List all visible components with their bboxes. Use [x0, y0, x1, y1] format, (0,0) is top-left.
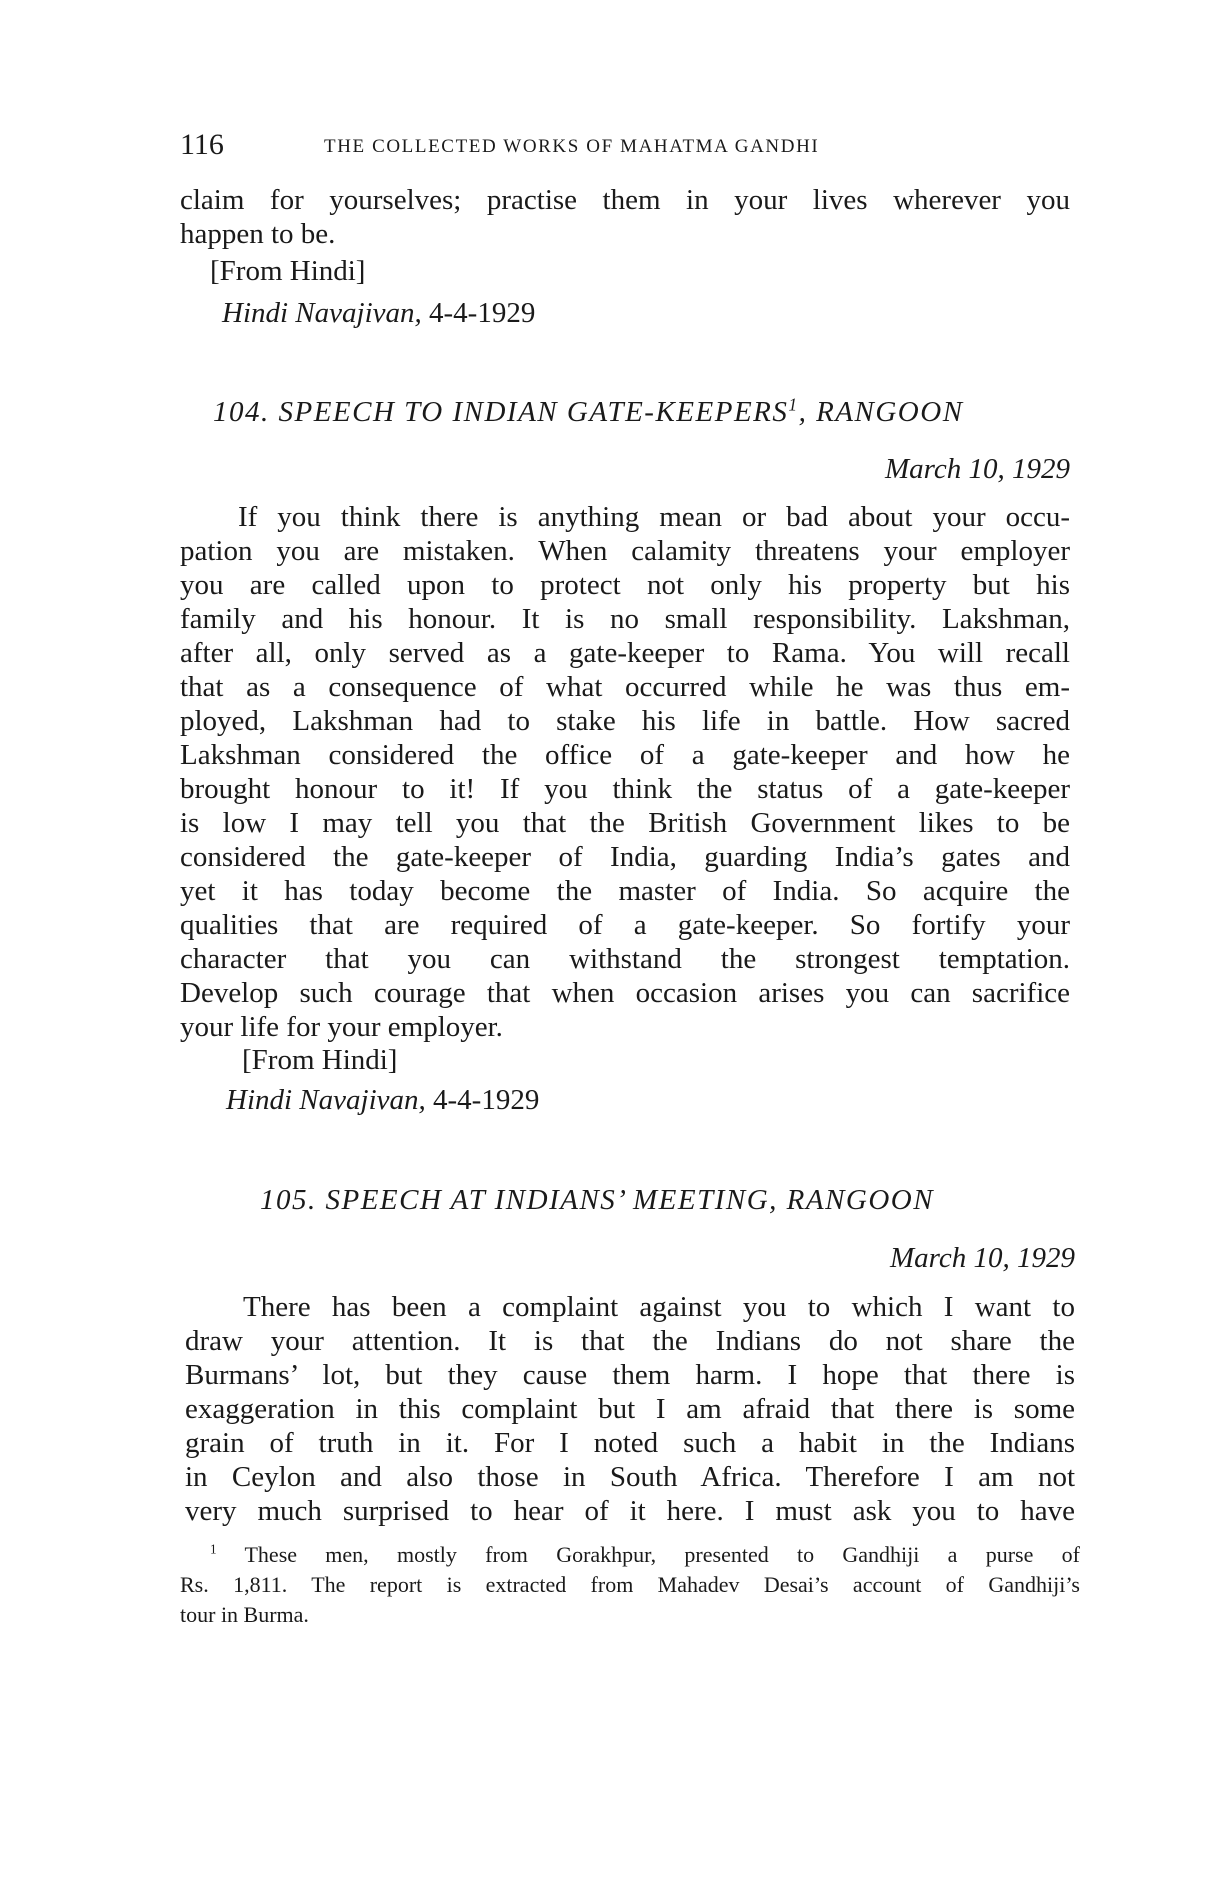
- source-language-note: [From Hindi]: [210, 255, 366, 287]
- text-line: Burmans’ lot, but they cause them harm. I hope that there is: [185, 1359, 1075, 1391]
- text-line: after all, only served as a gate-keeper to Rama. You will recall: [180, 637, 1070, 669]
- source-language-note: [From Hindi]: [242, 1044, 398, 1076]
- footnote-text: These men, mostly from Gorakhpur, presented to Gandhiji a purse of: [216, 1542, 1080, 1567]
- source-date: 4-4-1929: [421, 297, 536, 329]
- footnote-line: [180, 1540, 1080, 1570]
- text-line: Lakshman considered the office of a gate-keeper and how he: [180, 739, 1070, 771]
- section-heading-105: [260, 1184, 934, 1217]
- footnote-mark: 1: [210, 1541, 217, 1557]
- text-line: that as a consequence of what occurred while he was thus em-: [180, 671, 1070, 703]
- text-line: If you think there is anything mean or bad about your occu-: [238, 501, 1070, 533]
- text-line: your life for your employer.: [180, 1011, 503, 1043]
- section-number: 105.: [260, 1184, 317, 1216]
- section-104-body: [180, 500, 1070, 1044]
- text-line: family and his honour. It is no small responsibility. Lakshman,: [180, 603, 1070, 635]
- page-number: 116: [180, 128, 224, 161]
- text-line: qualities that are required of a gate-keeper. So fortify your: [180, 909, 1070, 941]
- section-date-105: March 10, 1929: [890, 1242, 1075, 1274]
- text-line: brought honour to it! If you think the status of a gate-keeper: [180, 773, 1070, 805]
- source-publication: Hindi Navajivan,: [226, 1084, 426, 1116]
- source-citation: [222, 296, 535, 330]
- text-line: character that you can withstand the strongest temptation.: [180, 943, 1070, 975]
- section-105-body: [185, 1290, 1075, 1528]
- section-title: SPEECH AT INDIANS’ MEETING, RANGOON: [325, 1184, 935, 1216]
- source-publication: Hindi Navajivan,: [222, 297, 422, 329]
- section-number: 104.: [213, 396, 270, 428]
- text-line: yet it has today become the master of India. So acquire the: [180, 875, 1070, 907]
- text-line: There has been a complaint against you to which I want to: [243, 1291, 1075, 1323]
- continuation-paragraph: [180, 183, 1070, 251]
- text-line: draw your attention. It is that the Indians do not share the: [185, 1325, 1075, 1357]
- text-line: Develop such courage that when occasion arises you can sacrifice: [180, 977, 1070, 1009]
- text-line: very much surprised to hear of it here. I must ask you to have: [185, 1495, 1075, 1527]
- text-line: ployed, Lakshman had to stake his life in battle. How sacred: [180, 705, 1070, 737]
- text-line: in Ceylon and also those in South Africa. Therefore I am not: [185, 1461, 1075, 1493]
- text-line: you are called upon to protect not only his property but his: [180, 569, 1070, 601]
- section-date-104: March 10, 1929: [885, 453, 1070, 485]
- section-heading-104: [213, 396, 964, 429]
- section-title: SPEECH TO INDIAN GATE-KEEPERS: [278, 396, 789, 428]
- footnote-reference: 1: [788, 394, 799, 415]
- page-header: [180, 128, 1070, 168]
- section-title-tail: , RANGOON: [798, 396, 964, 428]
- footnote-line: Rs. 1,811. The report is extracted from Mahadev Desai’s account of Gandhiji’s: [180, 1572, 1080, 1597]
- footnote-line: tour in Burma.: [180, 1602, 309, 1627]
- footnote: [180, 1540, 1080, 1630]
- text-line: exaggeration in this complaint but I am afraid that there is some: [185, 1393, 1075, 1425]
- running-title: THE COLLECTED WORKS OF MAHATMA GANDHI: [324, 136, 820, 157]
- text-line: claim for yourselves; practise them in your lives wherever you: [180, 184, 1070, 216]
- source-date: 4-4-1929: [425, 1084, 540, 1116]
- text-line: grain of truth in it. For I noted such a habit in the Indians: [185, 1427, 1075, 1459]
- text-line: is low I may tell you that the British Government likes to be: [180, 807, 1070, 839]
- text-line: happen to be.: [180, 218, 336, 250]
- text-line: considered the gate-keeper of India, guarding India’s gates and: [180, 841, 1070, 873]
- text-line: pation you are mistaken. When calamity threatens your employer: [180, 535, 1070, 567]
- source-citation: [226, 1083, 539, 1117]
